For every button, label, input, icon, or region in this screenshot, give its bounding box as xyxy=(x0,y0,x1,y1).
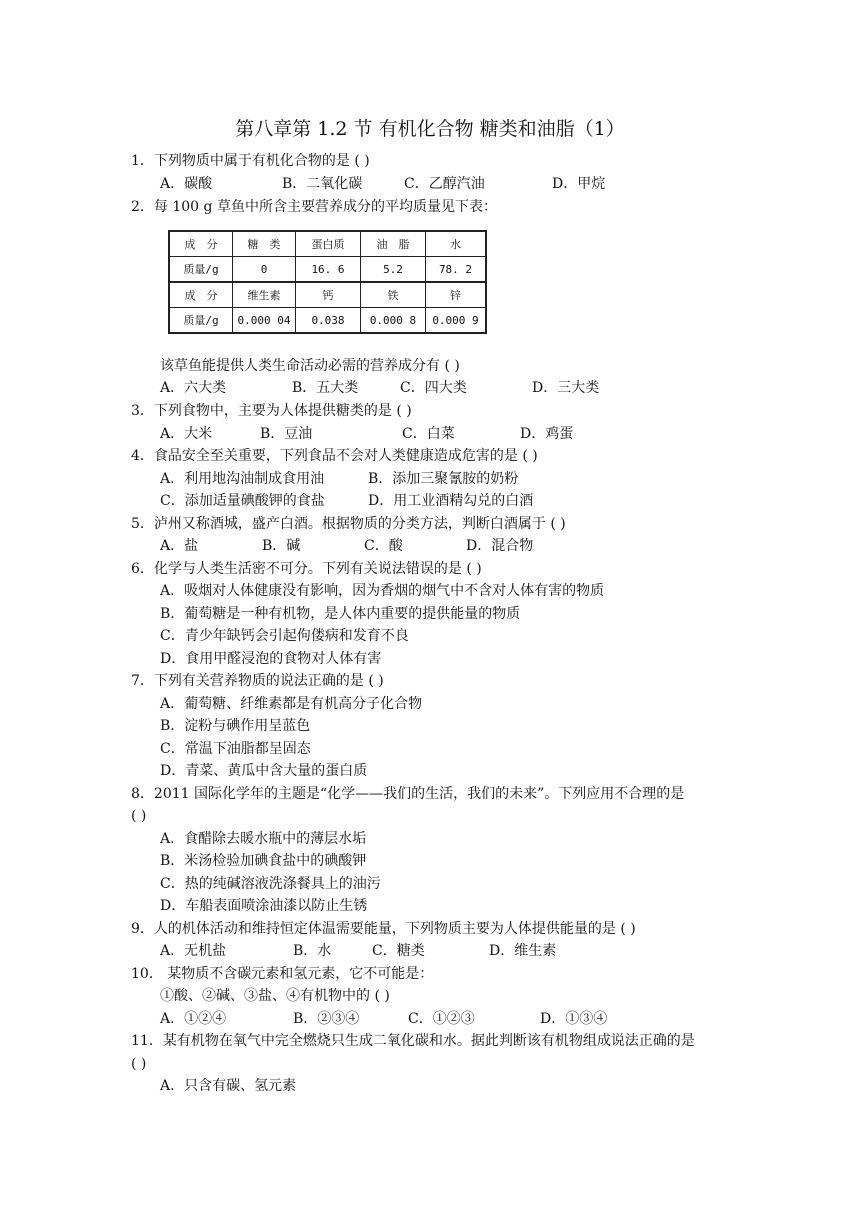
q2-option-d: D．三大类 xyxy=(532,380,600,396)
q8-stem: 8．2011 国际化学年的主题是“化学——我们的生活，我们的未来”。下列应用不合理的是 xyxy=(131,786,685,802)
table-cell: 质量/g xyxy=(169,308,233,334)
q6-stem: 6．化学与人类生活密不可分。下列有关说法错误的是 ( ) xyxy=(131,561,482,577)
q5-option-a: A．盐 xyxy=(160,538,199,554)
q7-option-a: A．葡萄糖、纤维素都是有机高分子化合物 xyxy=(160,696,423,712)
q4-stem: 4．食品安全至关重要，下列食品不会对人类健康造成危害的是 ( ) xyxy=(131,448,538,464)
q2-stem: 2．每 100 g 草鱼中所含主要营养成分的平均质量见下表： xyxy=(131,199,497,215)
q1-option-d: D．甲烷 xyxy=(552,176,606,192)
q3-option-d: D．鸡蛋 xyxy=(520,426,574,442)
q3-stem: 3．下列食物中，主要为人体提供糖类的是 ( ) xyxy=(131,403,412,419)
table-cell: 糖 类 xyxy=(233,231,296,257)
q3-option-c: C．白菜 xyxy=(402,426,455,442)
table-cell: 5.2 xyxy=(361,257,426,283)
q6-option-d: D．食用甲醛浸泡的食物对人体有害 xyxy=(160,651,382,667)
q7-option-c: C．常温下油脂都呈固态 xyxy=(160,741,311,757)
table-row xyxy=(169,282,486,308)
q11-option-a: A．只含有碳、氢元素 xyxy=(160,1078,297,1094)
q7-stem: 7．下列有关营养物质的说法正确的是 ( ) xyxy=(131,673,384,689)
table-row xyxy=(169,231,486,257)
q1-stem: 1．下列物质中属于有机化合物的是 ( ) xyxy=(131,153,370,169)
q2-sub: 该草鱼能提供人类生命活动必需的营养成分有 ( ) xyxy=(160,358,460,374)
q4-option-d: D．用工业酒精勾兑的白酒 xyxy=(368,493,534,509)
q4-option-c: C．添加适量碘酸钾的食盐 xyxy=(160,493,325,509)
q5-option-d: D．混合物 xyxy=(466,538,534,554)
q9-option-c: C．糖类 xyxy=(372,943,425,959)
page-title: 第八章第 1.2 节 有机化合物 糖类和油脂（1） xyxy=(235,118,625,140)
q9-option-a: A．无机盐 xyxy=(160,943,227,959)
table-cell: 油 脂 xyxy=(361,231,426,257)
table-cell: 0.000 8 xyxy=(361,308,426,334)
q6-option-c: C．青少年缺钙会引起佝偻病和发育不良 xyxy=(160,628,409,644)
q5-stem: 5．泸州又称酒城，盛产白酒。根据物质的分类方法，判断白酒属于 ( ) xyxy=(131,516,566,532)
table-cell: 锌 xyxy=(426,282,487,308)
q1-option-a: A．碳酸 xyxy=(160,176,213,192)
table-cell: 0.000 04 xyxy=(233,308,296,334)
q10-stem: 10． 某物质不含碳元素和氢元素，它不可能是： xyxy=(131,966,434,982)
q4-option-a: A．利用地沟油制成食用油 xyxy=(160,471,325,487)
q5-option-b: B．碱 xyxy=(262,538,301,554)
q9-option-d: D．维生素 xyxy=(489,943,557,959)
table-cell: 0.000 9 xyxy=(426,308,487,334)
q7-option-b: B．淀粉与碘作用呈蓝色 xyxy=(160,718,311,734)
q8-option-a: A．食醋除去暖水瓶中的薄层水垢 xyxy=(160,831,367,847)
q3-option-a: A．大米 xyxy=(160,426,213,442)
table-cell: 蛋白质 xyxy=(296,231,361,257)
nutrition-table xyxy=(168,230,487,334)
q1-option-b: B．二氧化碳 xyxy=(282,176,363,192)
table-cell: 维生素 xyxy=(233,282,296,308)
q9-stem: 9．人的机体活动和维持恒定体温需要能量，下列物质主要为人体提供能量的是 ( ) xyxy=(131,921,636,937)
q11-stem: 11．某有机物在氧气中完全燃烧只生成二氧化碳和水。据此判断该有机物组成说法正确的是 xyxy=(131,1033,695,1049)
q1-option-c: C．乙醇汽油 xyxy=(404,176,485,192)
q10-option-b: B．②③④ xyxy=(293,1011,360,1027)
q8-option-d: D．车船表面喷涂油漆以防止生锈 xyxy=(160,898,368,914)
table-cell: 铁 xyxy=(361,282,426,308)
table-row xyxy=(169,308,486,334)
q10-option-c: C．①②③ xyxy=(408,1011,475,1027)
q2-option-a: A．六大类 xyxy=(160,380,227,396)
table-cell: 成 分 xyxy=(169,231,233,257)
q8-answer-paren: ( ) xyxy=(131,808,147,824)
q11-answer-paren: ( ) xyxy=(131,1056,147,1072)
q8-option-b: B．米汤检验加碘食盐中的碘酸钾 xyxy=(160,853,367,869)
table-cell: 0 xyxy=(233,257,296,283)
table-cell: 78. 2 xyxy=(426,257,487,283)
table-cell: 成 分 xyxy=(169,282,233,308)
table-cell: 16. 6 xyxy=(296,257,361,283)
table-cell: 钙 xyxy=(296,282,361,308)
table-cell: 0.038 xyxy=(296,308,361,334)
q10-option-d: D．①③④ xyxy=(540,1011,608,1027)
q4-option-b: B．添加三聚氰胺的奶粉 xyxy=(368,471,519,487)
q2-option-c: C．四大类 xyxy=(400,380,467,396)
table-cell: 质量/g xyxy=(169,257,233,283)
q7-option-d: D．青菜、黄瓜中含大量的蛋白质 xyxy=(160,763,368,779)
q8-option-c: C．热的纯碱溶液洗涤餐具上的油污 xyxy=(160,876,381,892)
table-row xyxy=(169,257,486,283)
q5-option-c: C．酸 xyxy=(364,538,403,554)
q3-option-b: B．豆油 xyxy=(260,426,313,442)
q6-option-b: B．葡萄糖是一种有机物，是人体内重要的提供能量的物质 xyxy=(160,606,521,622)
q10-sub: ①酸、②碱、③盐、④有机物中的 ( ) xyxy=(160,988,390,1004)
q9-option-b: B．水 xyxy=(293,943,332,959)
q6-option-a: A．吸烟对人体健康没有影响，因为香烟的烟气中不含对人体有害的物质 xyxy=(160,583,605,599)
q10-option-a: A．①②④ xyxy=(160,1011,227,1027)
q2-option-b: B．五大类 xyxy=(292,380,359,396)
table-cell: 水 xyxy=(426,231,487,257)
